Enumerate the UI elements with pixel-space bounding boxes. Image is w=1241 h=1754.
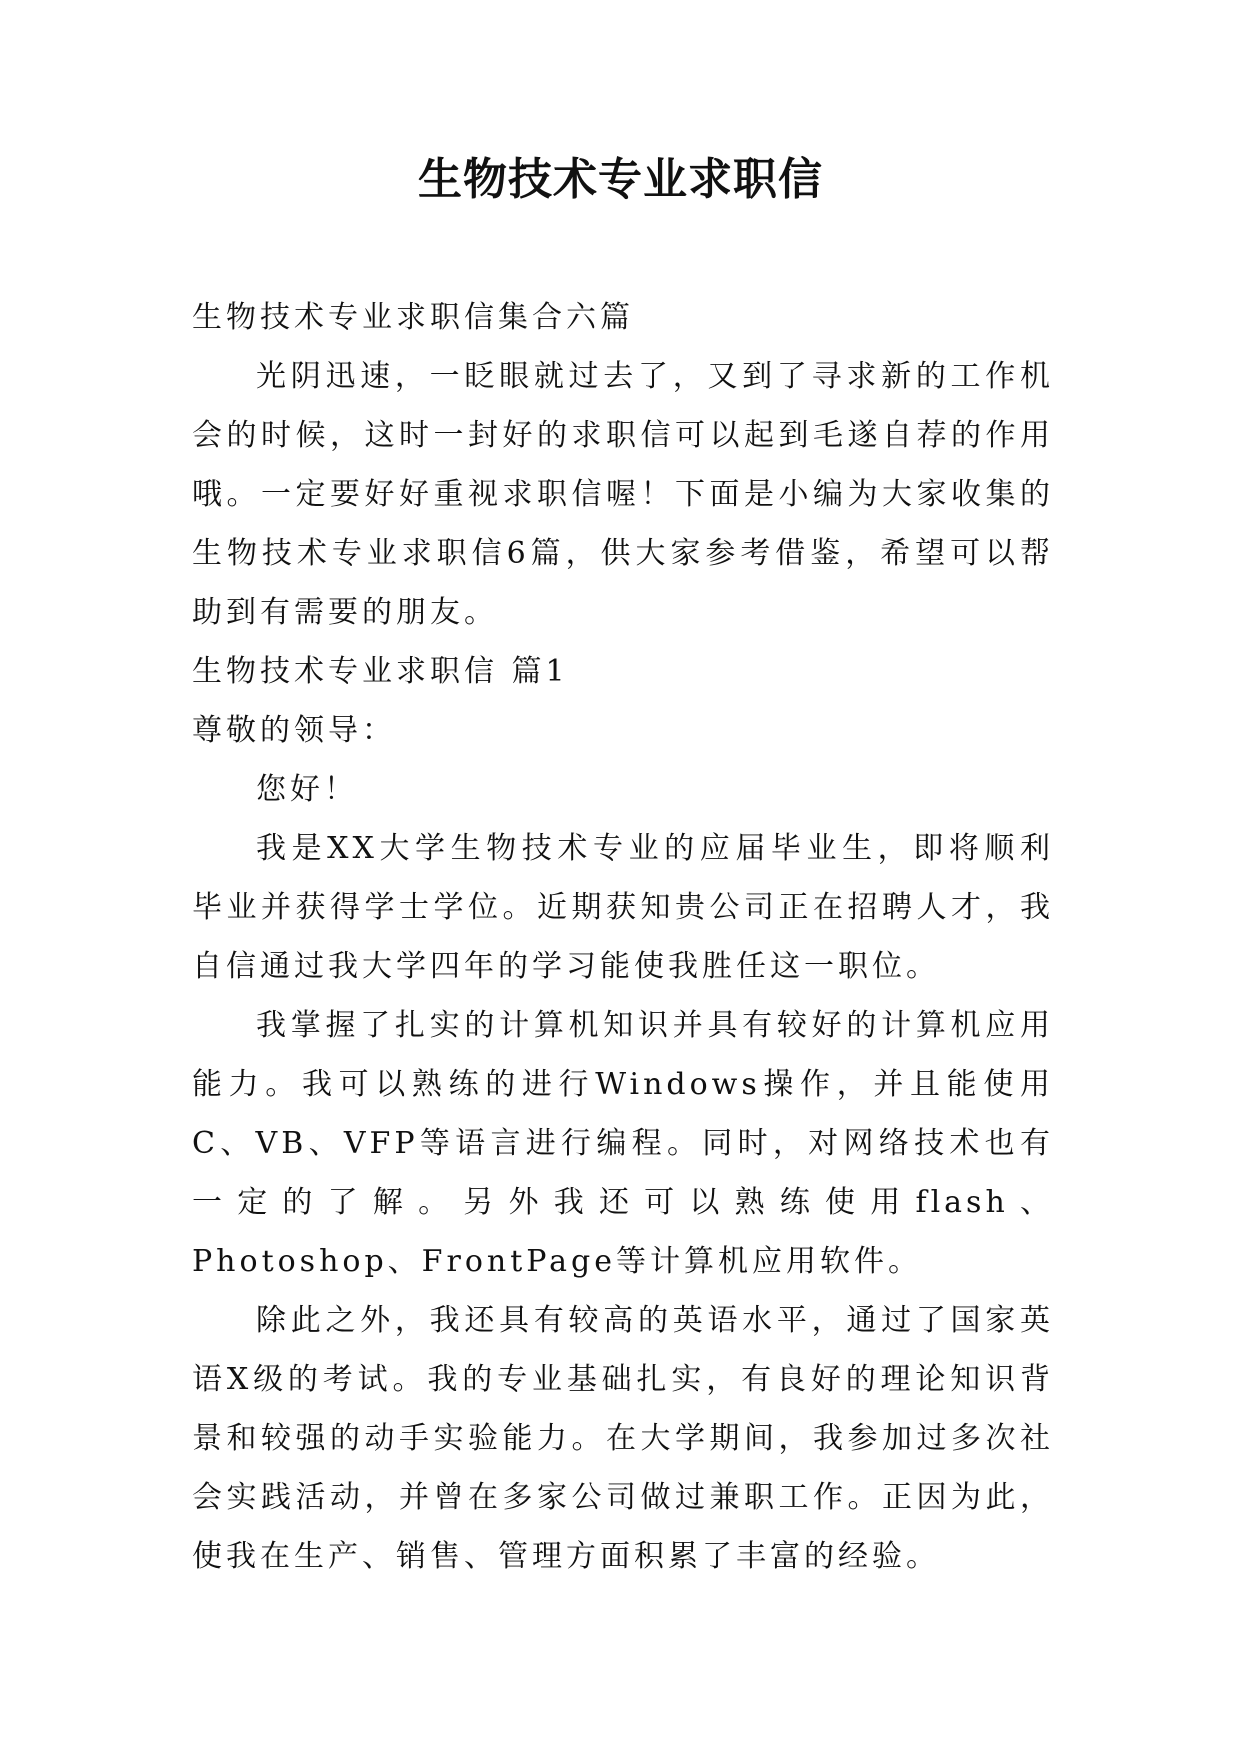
body-paragraph-computer-skills: 我掌握了扎实的计算机知识并具有较好的计算机应用能力。我可以熟练的进行Windows操作，并且能使用C、VB、VFP等语言进行编程。同时，对网络技术也有一定的了解。另外我还可以熟练使用flash、Photoshop、FrontPage等计算机应用软件。	[192, 1008, 1054, 1279]
greeting: 您好！	[256, 772, 358, 807]
document-body	[192, 288, 1054, 1586]
body-paragraph-english-experience: 除此之外，我还具有较高的英语水平，通过了国家英语X级的考试。我的专业基础扎实，有良好的理论知识背景和较强的动手实验能力。在大学期间，我参加过多次社会实践活动，并曾在多家公司做过兼职工作。正因为此，使我在生产、销售、管理方面积累了丰富的经验。	[192, 1303, 1054, 1574]
document-title: 生物技术专业求职信	[418, 154, 823, 205]
salutation: 尊敬的领导：	[192, 713, 396, 748]
letter-heading: 生物技术专业求职信 篇1	[192, 654, 569, 689]
intro-paragraph: 光阴迅速，一眨眼就过去了，又到了寻求新的工作机会的时候，这时一封好的求职信可以起到毛遂自荐的作用哦。一定要好好重视求职信喔！下面是小编为大家收集的生物技术专业求职信6篇，供大家参考借鉴，希望可以帮助到有需要的朋友。	[192, 359, 1054, 630]
body-paragraph-education: 我是XX大学生物技术专业的应届毕业生，即将顺利毕业并获得学士学位。近期获知贵公司正在招聘人才，我自信通过我大学四年的学习能使我胜任这一职位。	[192, 831, 1054, 984]
collection-heading: 生物技术专业求职信集合六篇	[192, 300, 634, 335]
